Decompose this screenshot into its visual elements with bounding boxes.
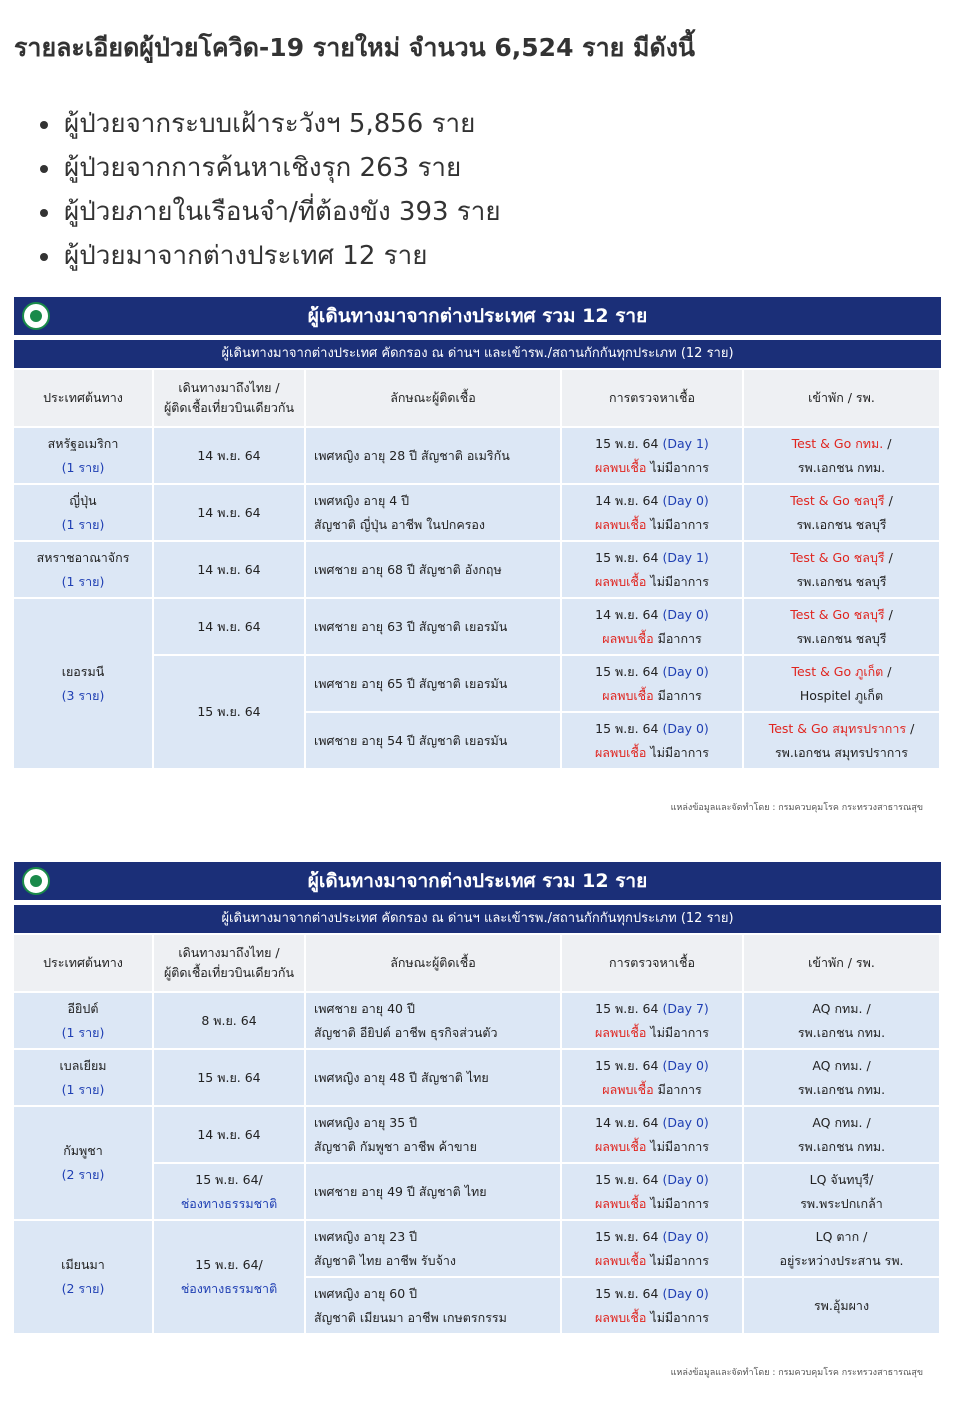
table-row bbox=[14, 993, 939, 1048]
panel-title: ผู้เดินทางมาจากต่างประเทศ รวม 12 ราย bbox=[307, 305, 648, 327]
test-cell: 15 พ.ย. 64 (Day 1) ผลพบเชื้อ ไม่มีอาการ bbox=[562, 428, 742, 483]
table-row bbox=[14, 485, 939, 540]
header-arrival: เดินทางมาถึงไทย / ผู้ติดเชื้อเที่ยวบินเดียวกัน bbox=[154, 370, 304, 426]
stay-cell: Test & Go ภูเก็ต / Hospitel ภูเก็ต bbox=[744, 656, 939, 711]
stay-cell: AQ กทม. / รพ.เอกชน กทม. bbox=[744, 1050, 939, 1105]
country-cell: กัมพูชา (2 ราย) bbox=[14, 1107, 152, 1219]
stay-cell: AQ กทม. / รพ.เอกชน กทม. bbox=[744, 993, 939, 1048]
description-cell: เพศชาย อายุ 68 ปี สัญชาติ อังกฤษ bbox=[306, 542, 560, 597]
test-cell: 15 พ.ย. 64 (Day 0) ผลพบเชื้อ ไม่มีอาการ bbox=[562, 1221, 742, 1276]
table-row bbox=[14, 1050, 939, 1105]
source-note: แหล่งข้อมูลและจัดทำโดย : กรมควบคุมโรค กระทรวงสาธารณสุข bbox=[670, 1368, 923, 1378]
stay-cell: Test & Go กทม. / รพ.เอกชน กทม. bbox=[744, 428, 939, 483]
description-cell: เพศหญิง อายุ 28 ปี สัญชาติ อเมริกัน bbox=[306, 428, 560, 483]
table-row bbox=[14, 1107, 939, 1162]
test-cell: 15 พ.ย. 64 (Day 0) ผลพบเชื้อ ไม่มีอาการ bbox=[562, 1278, 742, 1333]
panel-title-bar bbox=[14, 297, 941, 335]
test-cell: 14 พ.ย. 64 (Day 0) ผลพบเชื้อ ไม่มีอาการ bbox=[562, 485, 742, 540]
header-country: ประเทศต้นทาง bbox=[14, 935, 152, 991]
table-row bbox=[14, 713, 939, 768]
summary-list bbox=[36, 102, 501, 278]
description-cell: เพศหญิง อายุ 4 ปี สัญชาติ ญี่ปุ่น อาชีพ ในปกครอง bbox=[306, 485, 560, 540]
header-test: การตรวจหาเชื้อ bbox=[562, 935, 742, 991]
header-stay: เข้าพัก / รพ. bbox=[744, 370, 939, 426]
list-item: ผู้ป่วยจากการค้นหาเชิงรุก 263 ราย bbox=[36, 146, 501, 190]
stay-cell: รพ.อุ้มผาง bbox=[744, 1278, 939, 1333]
description-cell: เพศหญิง อายุ 60 ปี สัญชาติ เมียนมา อาชีพ เกษตรกรรม bbox=[306, 1278, 560, 1333]
header-description: ลักษณะผู้ติดเชื้อ bbox=[306, 370, 560, 426]
country-cell: เบลเยียม (1 ราย) bbox=[14, 1050, 152, 1105]
ministry-logo-icon bbox=[22, 867, 50, 895]
table-header-row bbox=[14, 935, 939, 991]
arrival-cell: 15 พ.ย. 64 bbox=[154, 1050, 304, 1105]
list-item: ผู้ป่วยภายในเรือนจำ/ที่ต้องขัง 393 ราย bbox=[36, 190, 501, 234]
table-row bbox=[14, 1278, 939, 1333]
table-header-row bbox=[14, 370, 939, 426]
description-cell: เพศชาย อายุ 49 ปี สัญชาติ ไทย bbox=[306, 1164, 560, 1219]
description-cell: เพศชาย อายุ 63 ปี สัญชาติ เยอรมัน bbox=[306, 599, 560, 654]
test-cell: 15 พ.ย. 64 (Day 0) ผลพบเชื้อ มีอาการ bbox=[562, 656, 742, 711]
arrival-cell: 14 พ.ย. 64 bbox=[154, 428, 304, 483]
test-cell: 15 พ.ย. 64 (Day 7) ผลพบเชื้อ ไม่มีอาการ bbox=[562, 993, 742, 1048]
arrival-cell: 14 พ.ย. 64 bbox=[154, 599, 304, 654]
country-cell: เยอรมนี (3 ราย) bbox=[14, 599, 152, 768]
stay-cell: LQ ตาก / อยู่ระหว่างประสาน รพ. bbox=[744, 1221, 939, 1276]
stay-cell: AQ กทม. / รพ.เอกชน กทม. bbox=[744, 1107, 939, 1162]
arrival-cell: 14 พ.ย. 64 bbox=[154, 485, 304, 540]
test-cell: 14 พ.ย. 64 (Day 0) ผลพบเชื้อ มีอาการ bbox=[562, 599, 742, 654]
stay-cell: Test & Go สมุทรปราการ / รพ.เอกชน สมุทรปราการ bbox=[744, 713, 939, 768]
description-cell: เพศชาย อายุ 54 ปี สัญชาติ เยอรมัน bbox=[306, 713, 560, 768]
header-stay: เข้าพัก / รพ. bbox=[744, 935, 939, 991]
stay-cell: Test & Go ชลบุรี / รพ.เอกชน ชลบุรี bbox=[744, 485, 939, 540]
table-row bbox=[14, 1221, 939, 1276]
stay-cell: Test & Go ชลบุรี / รพ.เอกชน ชลบุรี bbox=[744, 599, 939, 654]
arrival-cell: 14 พ.ย. 64 bbox=[154, 542, 304, 597]
arrival-cell: 14 พ.ย. 64 bbox=[154, 1107, 304, 1162]
header-description: ลักษณะผู้ติดเชื้อ bbox=[306, 935, 560, 991]
list-item: ผู้ป่วยมาจากต่างประเทศ 12 ราย bbox=[36, 234, 501, 278]
foreign-cases-panel-1 bbox=[14, 297, 941, 814]
description-cell: เพศหญิง อายุ 48 ปี สัญชาติ ไทย bbox=[306, 1050, 560, 1105]
table-row bbox=[14, 599, 939, 654]
list-item: ผู้ป่วยจากระบบเฝ้าระวังฯ 5,856 ราย bbox=[36, 102, 501, 146]
header-test: การตรวจหาเชื้อ bbox=[562, 370, 742, 426]
panel-subtitle: ผู้เดินทางมาจากต่างประเทศ คัดกรอง ณ ด่านฯ และเข้ารพ./สถานกักกันทุกประเภท (12 ราย) bbox=[14, 905, 941, 933]
description-cell: เพศหญิง อายุ 23 ปี สัญชาติ ไทย อาชีพ รับจ้าง bbox=[306, 1221, 560, 1276]
arrival-cell: 8 พ.ย. 64 bbox=[154, 993, 304, 1048]
country-cell: ญี่ปุ่น (1 ราย) bbox=[14, 485, 152, 540]
table-row bbox=[14, 656, 939, 711]
country-cell: เมียนมา (2 ราย) bbox=[14, 1221, 152, 1333]
description-cell: เพศหญิง อายุ 35 ปี สัญชาติ กัมพูชา อาชีพ ค้าขาย bbox=[306, 1107, 560, 1162]
cases-table bbox=[12, 933, 941, 1335]
stay-cell: LQ จันทบุรี/ รพ.พระปกเกล้า bbox=[744, 1164, 939, 1219]
page-title: รายละเอียดผู้ป่วยโควิด-19 รายใหม่ จำนวน 6,524 ราย มีดังนี้ bbox=[14, 33, 696, 62]
table-row bbox=[14, 542, 939, 597]
test-cell: 15 พ.ย. 64 (Day 1) ผลพบเชื้อ ไม่มีอาการ bbox=[562, 542, 742, 597]
test-cell: 15 พ.ย. 64 (Day 0) ผลพบเชื้อ ไม่มีอาการ bbox=[562, 713, 742, 768]
table-row bbox=[14, 428, 939, 483]
header-country: ประเทศต้นทาง bbox=[14, 370, 152, 426]
panel-title-bar bbox=[14, 862, 941, 900]
country-cell: สหรัฐอเมริกา (1 ราย) bbox=[14, 428, 152, 483]
test-cell: 15 พ.ย. 64 (Day 0) ผลพบเชื้อ มีอาการ bbox=[562, 1050, 742, 1105]
header-arrival: เดินทางมาถึงไทย / ผู้ติดเชื้อเที่ยวบินเดียวกัน bbox=[154, 935, 304, 991]
test-cell: 15 พ.ย. 64 (Day 0) ผลพบเชื้อ ไม่มีอาการ bbox=[562, 1164, 742, 1219]
arrival-cell: 15 พ.ย. 64 bbox=[154, 656, 304, 768]
test-cell: 14 พ.ย. 64 (Day 0) ผลพบเชื้อ ไม่มีอาการ bbox=[562, 1107, 742, 1162]
table-row bbox=[14, 1164, 939, 1219]
stay-cell: Test & Go ชลบุรี / รพ.เอกชน ชลบุรี bbox=[744, 542, 939, 597]
country-cell: สหราชอาณาจักร (1 ราย) bbox=[14, 542, 152, 597]
cases-table bbox=[12, 368, 941, 770]
panel-subtitle: ผู้เดินทางมาจากต่างประเทศ คัดกรอง ณ ด่านฯ และเข้ารพ./สถานกักกันทุกประเภท (12 ราย) bbox=[14, 340, 941, 368]
description-cell: เพศชาย อายุ 40 ปี สัญชาติ อียิปต์ อาชีพ ธุรกิจส่วนตัว bbox=[306, 993, 560, 1048]
ministry-logo-icon bbox=[22, 302, 50, 330]
arrival-cell: 15 พ.ย. 64/ ช่องทางธรรมชาติ bbox=[154, 1221, 304, 1333]
arrival-cell: 15 พ.ย. 64/ ช่องทางธรรมชาติ bbox=[154, 1164, 304, 1219]
description-cell: เพศชาย อายุ 65 ปี สัญชาติ เยอรมัน bbox=[306, 656, 560, 711]
source-note: แหล่งข้อมูลและจัดทำโดย : กรมควบคุมโรค กระทรวงสาธารณสุข bbox=[670, 803, 923, 813]
foreign-cases-panel-2 bbox=[14, 862, 941, 1379]
country-cell: อียิปต์ (1 ราย) bbox=[14, 993, 152, 1048]
panel-title: ผู้เดินทางมาจากต่างประเทศ รวม 12 ราย bbox=[307, 870, 648, 892]
